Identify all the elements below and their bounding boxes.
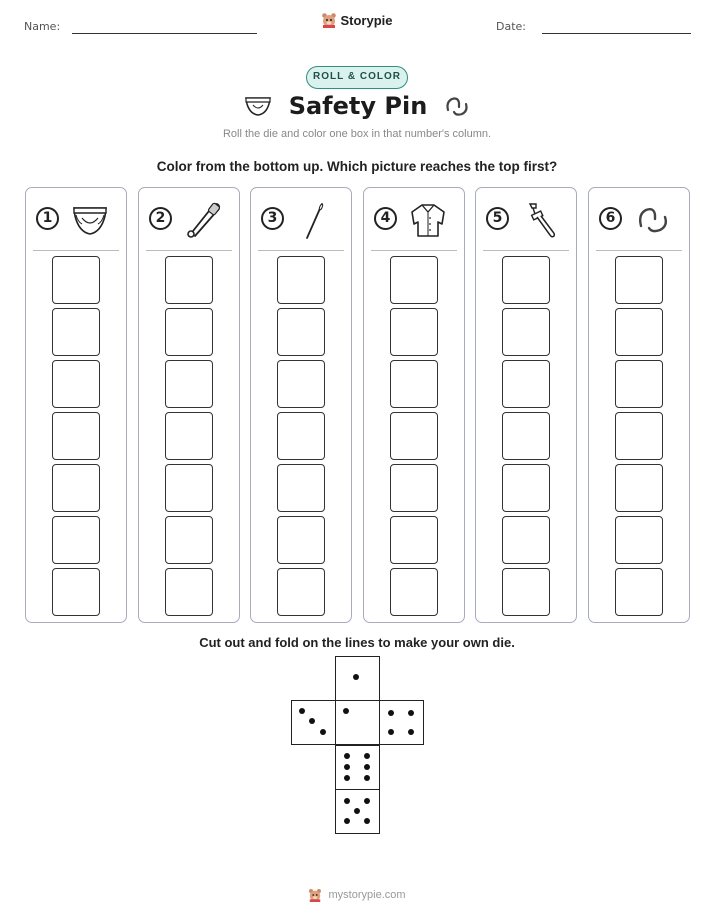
color-box[interactable] (390, 464, 438, 512)
die-face-5 (335, 789, 380, 834)
subtitle: Roll the die and color one box in that number's column. (222, 128, 492, 140)
pip (364, 818, 370, 824)
pip (364, 798, 370, 804)
column-number: 4 (374, 207, 397, 230)
pip (320, 729, 326, 735)
pip (353, 674, 359, 680)
color-box[interactable] (615, 256, 663, 304)
color-box[interactable] (390, 360, 438, 408)
color-box[interactable] (615, 464, 663, 512)
color-box[interactable] (165, 568, 213, 616)
color-box[interactable] (165, 412, 213, 460)
date-label: Date: (496, 20, 526, 33)
pip (364, 764, 370, 770)
color-box[interactable] (615, 516, 663, 564)
die-face-6 (335, 745, 380, 790)
column-number: 6 (599, 207, 622, 230)
color-box[interactable] (502, 360, 550, 408)
color-box[interactable] (52, 568, 100, 616)
color-box[interactable] (277, 256, 325, 304)
color-box[interactable] (615, 360, 663, 408)
color-box[interactable] (502, 308, 550, 356)
roll-color-badge: ROLL & COLOR (306, 66, 408, 89)
color-box[interactable] (277, 360, 325, 408)
bear-logo-icon (321, 12, 337, 31)
die-face-1 (335, 656, 380, 701)
column-divider (596, 250, 682, 251)
color-box[interactable] (52, 256, 100, 304)
pip (343, 708, 349, 714)
pip (309, 718, 315, 724)
hook-icon (633, 200, 673, 240)
color-box[interactable] (502, 256, 550, 304)
column-number: 3 (261, 207, 284, 230)
color-box[interactable] (502, 568, 550, 616)
column-1 (25, 187, 127, 623)
color-box[interactable] (615, 412, 663, 460)
column-divider (483, 250, 569, 251)
color-box[interactable] (390, 568, 438, 616)
title-row (0, 92, 714, 126)
pip (388, 729, 394, 735)
color-box[interactable] (615, 568, 663, 616)
color-box[interactable] (277, 568, 325, 616)
pip (354, 808, 360, 814)
column-3 (250, 187, 352, 623)
color-box[interactable] (615, 308, 663, 356)
color-box[interactable] (52, 360, 100, 408)
color-box[interactable] (502, 464, 550, 512)
column-number: 5 (486, 207, 509, 230)
color-box[interactable] (52, 412, 100, 460)
column-4 (363, 187, 465, 623)
name-line (72, 33, 257, 34)
die-face-4 (379, 700, 424, 745)
column-5 (475, 187, 577, 623)
date-line (542, 33, 691, 34)
column-2 (138, 187, 240, 623)
diaper-icon (244, 94, 272, 118)
name-label: Name: (24, 20, 61, 33)
pip (388, 710, 394, 716)
color-box[interactable] (277, 516, 325, 564)
die-face-center (335, 700, 380, 745)
shirt-icon (408, 200, 448, 240)
color-box[interactable] (390, 516, 438, 564)
color-box[interactable] (390, 256, 438, 304)
column-divider (146, 250, 232, 251)
column-divider (33, 250, 119, 251)
clamp-icon (520, 200, 560, 240)
instruction: Color from the bottom up. Which picture reaches the top first? (156, 159, 558, 174)
hook-icon (444, 94, 470, 118)
pip (344, 753, 350, 759)
pip (408, 710, 414, 716)
die-instruction: Cut out and fold on the lines to make your own die. (199, 635, 515, 650)
footer-url[interactable]: mystorypie.com (328, 888, 406, 901)
pip (408, 729, 414, 735)
column-number: 2 (149, 207, 172, 230)
pip (344, 764, 350, 770)
pip (299, 708, 305, 714)
pip (364, 775, 370, 781)
color-box[interactable] (277, 412, 325, 460)
needle-icon (295, 200, 335, 240)
pip (344, 775, 350, 781)
brand-name: Storypie (340, 12, 393, 28)
brand-logo (0, 12, 714, 31)
color-box[interactable] (165, 256, 213, 304)
safety-pin-icon (183, 200, 223, 240)
column-6 (588, 187, 690, 623)
color-box[interactable] (390, 412, 438, 460)
color-box[interactable] (277, 464, 325, 512)
color-box[interactable] (52, 308, 100, 356)
die-face-3 (291, 700, 336, 745)
pip (344, 818, 350, 824)
color-box[interactable] (165, 360, 213, 408)
column-number: 1 (36, 207, 59, 230)
color-box[interactable] (502, 516, 550, 564)
color-box[interactable] (52, 516, 100, 564)
bear-logo-icon (308, 888, 322, 902)
color-box[interactable] (165, 516, 213, 564)
column-divider (258, 250, 344, 251)
color-box[interactable] (165, 464, 213, 512)
pip (344, 798, 350, 804)
color-box[interactable] (390, 308, 438, 356)
footer (0, 888, 714, 902)
color-box[interactable] (52, 464, 100, 512)
page-title: Safety Pin (288, 92, 428, 120)
color-box[interactable] (502, 412, 550, 460)
column-divider (371, 250, 457, 251)
color-box[interactable] (277, 308, 325, 356)
pip (364, 753, 370, 759)
diaper-icon (70, 200, 110, 240)
color-box[interactable] (165, 308, 213, 356)
